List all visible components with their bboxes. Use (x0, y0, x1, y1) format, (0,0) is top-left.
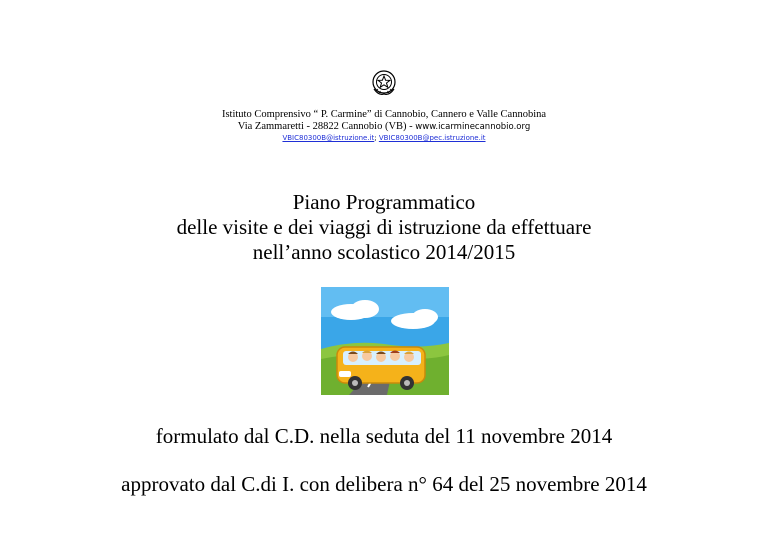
institute-emails (0, 133, 768, 143)
institute-name: Istituto Comprensivo “ P. Carmine” di Cannobio, Cannero e Valle Cannobina (221, 109, 547, 120)
title-line-2: delle visite e dei viaggi di istruzione da effettuare (176, 215, 592, 239)
italian-republic-emblem-icon (371, 69, 397, 97)
institute-address: Via Zammaretti - 28822 Cannobio (VB) - (237, 121, 416, 132)
email-link[interactable]: VBIC80300B@istruzione.it (282, 134, 375, 142)
email-separator: ; (374, 134, 379, 142)
school-bus-trip-illustration (321, 287, 449, 395)
institute-address-line (0, 121, 768, 133)
document-title (0, 190, 768, 265)
pec-email-link[interactable]: VBIC80300B@pec.istruzione.it (378, 134, 486, 142)
institute-header (0, 109, 768, 143)
formulated-line: formulato dal C.D. nella seduta del 11 novembre 2014 (155, 424, 613, 448)
title-line-1: Piano Programmatico (292, 190, 476, 214)
institute-website[interactable]: www.icarminecannobio.org (415, 122, 531, 132)
approved-line: approvato dal C.di I. con delibera n° 64 del 25 novembre 2014 (121, 472, 647, 496)
title-line-3: nell’anno scolastico 2014/2015 (252, 240, 516, 264)
